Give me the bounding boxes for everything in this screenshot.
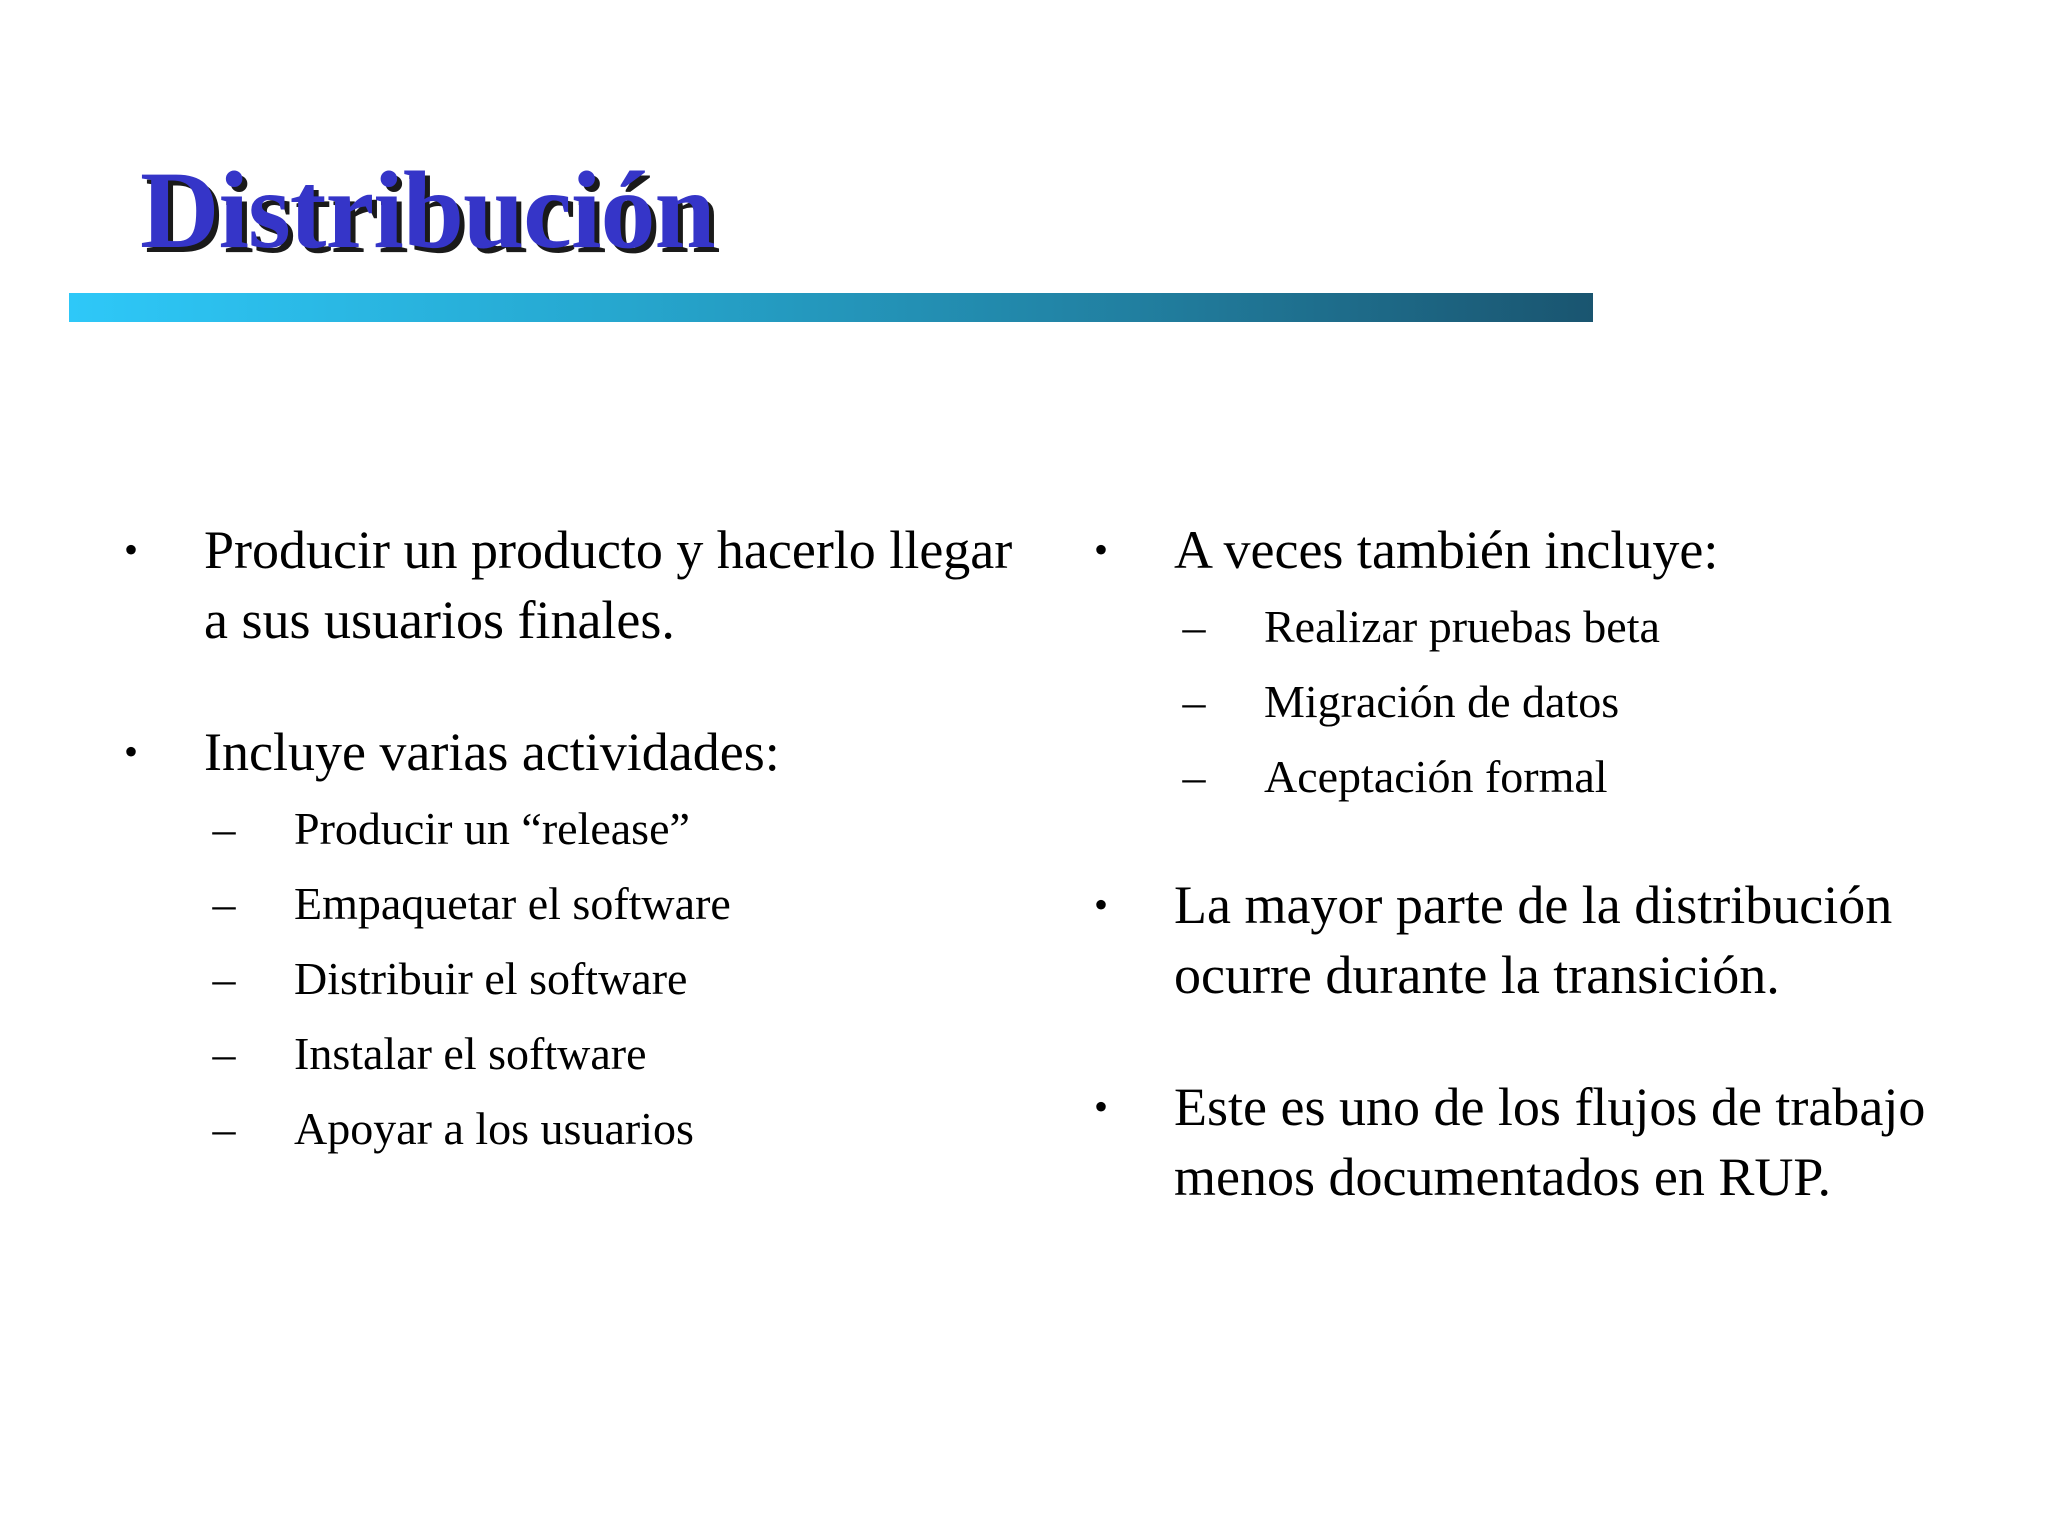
sub-item (204, 866, 1020, 941)
dash-icon: – (212, 878, 236, 929)
dash-icon: – (212, 1103, 236, 1154)
sub-item (204, 791, 1020, 866)
bullet-text: A veces también incluye: (1174, 520, 1719, 580)
left-column (120, 515, 1020, 1222)
bullet-text: Este es uno de los flujos de trabajo menos documentados en RUP. (1174, 1077, 1926, 1207)
sub-item-text: Instalar el software (294, 1028, 647, 1079)
sub-item-text: Distribuir el software (294, 953, 688, 1004)
dash-icon: – (212, 953, 236, 1004)
sub-item (204, 1091, 1020, 1166)
bullet-item (1090, 1072, 2010, 1212)
bullet-text: Producir un producto y hacerlo llegar a sus usuarios finales. (204, 520, 1013, 650)
bullet-icon: • (124, 527, 139, 572)
slide-title: Distribución (140, 149, 715, 271)
sub-item-text: Producir un “release” (294, 803, 690, 854)
sub-item-text: Migración de datos (1264, 676, 1620, 727)
bullet-icon: • (1094, 1084, 1109, 1129)
dash-icon: – (1182, 601, 1206, 652)
sub-item (204, 941, 1020, 1016)
bullet-icon: • (1094, 527, 1109, 572)
bullet-item (1090, 515, 2010, 814)
sub-item-text: Aceptación formal (1264, 751, 1608, 802)
bullet-item (1090, 870, 2010, 1010)
right-column (1090, 515, 2010, 1274)
sub-item (1174, 664, 2010, 739)
dash-icon: – (212, 1028, 236, 1079)
sub-list (204, 791, 1020, 1166)
sub-item-text: Empaquetar el software (294, 878, 731, 929)
bullet-icon: • (1094, 882, 1109, 927)
dash-icon: – (1182, 676, 1206, 727)
sub-list (1174, 589, 2010, 814)
sub-item (1174, 739, 2010, 814)
bullet-item (120, 515, 1020, 655)
bullet-item (120, 717, 1020, 1166)
bullet-icon: • (124, 729, 139, 774)
dash-icon: – (1182, 751, 1206, 802)
dash-icon: – (212, 803, 236, 854)
title-underline-bar (69, 293, 1593, 322)
bullet-text: Incluye varias actividades: (204, 722, 780, 782)
sub-item (1174, 589, 2010, 664)
sub-item-text: Realizar pruebas beta (1264, 601, 1660, 652)
sub-item (204, 1016, 1020, 1091)
bullet-text: La mayor parte de la distribución ocurre durante la transición. (1174, 875, 1893, 1005)
sub-item-text: Apoyar a los usuarios (294, 1103, 694, 1154)
